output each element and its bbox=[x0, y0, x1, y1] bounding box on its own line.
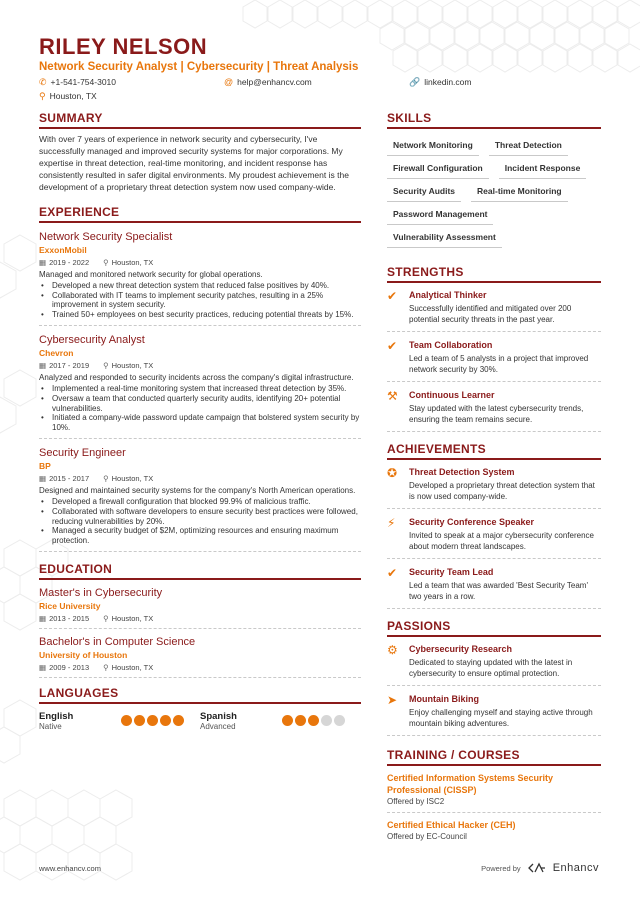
language-name: Spanish bbox=[200, 711, 237, 723]
edu-dates-text: 2009 - 2013 bbox=[49, 663, 90, 673]
training-heading: TRAINING / COURSES bbox=[387, 748, 601, 766]
calendar-icon: ▦ bbox=[39, 663, 47, 673]
course-item bbox=[387, 819, 601, 847]
contact-row bbox=[39, 76, 609, 88]
job-location-text: Houston, TX bbox=[111, 474, 154, 484]
strength-item bbox=[387, 340, 601, 382]
job-bullet: • Collaborated with IT teams to implement security patches, resulting in a 25% improvement in system security. bbox=[39, 291, 361, 310]
edu-location bbox=[103, 614, 153, 623]
skill-tag: Security Audits bbox=[387, 179, 461, 202]
brand-name: Enhancv bbox=[552, 862, 599, 874]
linkedin-item[interactable] bbox=[409, 77, 471, 88]
phone-item bbox=[39, 77, 224, 88]
summary-heading: SUMMARY bbox=[39, 111, 361, 129]
check-icon: ✔ bbox=[387, 289, 398, 303]
course-provider: Offered by ISC2 bbox=[387, 797, 445, 806]
rating-dot-filled bbox=[308, 715, 319, 726]
job-company: Chevron bbox=[39, 348, 74, 359]
strength-item bbox=[387, 390, 601, 432]
job-company: ExxonMobil bbox=[39, 245, 87, 255]
edu-school: Rice University bbox=[39, 601, 101, 612]
course-title: Certified Ethical Hacker (CEH) bbox=[387, 820, 516, 830]
rating-dot-filled bbox=[173, 715, 184, 726]
job-entry bbox=[39, 230, 361, 326]
at-icon: @ bbox=[224, 77, 234, 87]
rating-dot-empty bbox=[321, 715, 332, 726]
achievement-item bbox=[387, 567, 601, 609]
strengths-heading: STRENGTHS bbox=[387, 265, 601, 283]
passion-item bbox=[387, 694, 601, 736]
strength-desc: Stay updated with the latest cybersecurity trends, ensuring the team remains secure. bbox=[409, 404, 584, 424]
email-item[interactable] bbox=[224, 77, 409, 87]
rating-dot-empty bbox=[334, 715, 345, 726]
footer-url[interactable]: www.enhancv.com bbox=[39, 863, 101, 873]
job-meta bbox=[39, 361, 361, 370]
education-heading: EDUCATION bbox=[39, 562, 361, 580]
job-meta bbox=[39, 474, 361, 483]
right-column bbox=[387, 111, 601, 847]
edu-meta bbox=[39, 614, 361, 623]
rating-dot-filled bbox=[160, 715, 171, 726]
page-footer bbox=[39, 862, 599, 874]
skill-tag: Vulnerability Assessment bbox=[387, 225, 502, 248]
resume-header bbox=[39, 34, 609, 102]
education-entry bbox=[39, 586, 361, 629]
achievement-desc: Led a team that was awarded 'Best Security Team' two years in a row. bbox=[409, 581, 588, 601]
job-dates bbox=[39, 258, 89, 267]
rating-dot-filled bbox=[147, 715, 158, 726]
job-dates-text: 2019 - 2022 bbox=[49, 258, 90, 267]
job-location bbox=[103, 474, 153, 483]
paper-plane-icon: ➤ bbox=[387, 693, 398, 707]
languages-heading: LANGUAGES bbox=[39, 686, 361, 704]
skill-tag: Password Management bbox=[387, 202, 493, 225]
job-bullet: • Developed a new threat detection system that reduced false positives by 40%. bbox=[39, 281, 361, 291]
edu-dates bbox=[39, 614, 89, 623]
calendar-icon: ▦ bbox=[39, 614, 47, 624]
job-bullet: • Trained 50+ employees on best security practices, reducing potential threats by 15%. bbox=[39, 310, 361, 320]
job-meta bbox=[39, 258, 361, 267]
job-bullet: • Managed a security budget of $2M, optimizing resources and ensuring maximum protection. bbox=[39, 526, 361, 545]
strength-title: Continuous Learner bbox=[409, 390, 495, 400]
edu-meta bbox=[39, 663, 361, 672]
lightning-icon: ⚡ bbox=[387, 516, 396, 530]
job-description: Designed and maintained security systems for the company's North American operations. bbox=[39, 486, 356, 496]
achievement-desc: Developed a proprietary threat detection system that is now used company-wide. bbox=[409, 481, 595, 501]
strength-title: Analytical Thinker bbox=[409, 290, 487, 300]
map-pin-icon: ⚲ bbox=[103, 614, 109, 624]
phone-text: +1-541-754-3010 bbox=[50, 77, 117, 87]
edu-dates bbox=[39, 663, 89, 672]
language-name: English bbox=[39, 711, 74, 723]
achievements-heading: ACHIEVEMENTS bbox=[387, 442, 601, 460]
skill-tag: Network Monitoring bbox=[387, 133, 479, 156]
job-location bbox=[103, 258, 153, 267]
job-bullet: • Implemented a real-time monitoring system that increased threat detection by 35%. bbox=[39, 384, 361, 394]
strength-title: Team Collaboration bbox=[409, 340, 493, 350]
job-description: Managed and monitored network security for global operations. bbox=[39, 270, 263, 279]
edu-location bbox=[103, 663, 153, 672]
job-bullets bbox=[39, 497, 361, 545]
skills-list bbox=[387, 133, 601, 248]
calendar-icon: ▦ bbox=[39, 258, 47, 267]
job-description: Analyzed and responded to security incidents across the company's digital infrastructure. bbox=[39, 373, 354, 383]
edu-school: University of Houston bbox=[39, 650, 128, 661]
edu-degree: Bachelor's in Computer Science bbox=[39, 636, 196, 649]
rating-dot-filled bbox=[295, 715, 306, 726]
left-column bbox=[39, 111, 361, 731]
edu-location-text: Houston, TX bbox=[111, 663, 154, 673]
passion-title: Mountain Biking bbox=[409, 694, 479, 704]
course-item bbox=[387, 772, 601, 813]
edu-dates-text: 2013 - 2015 bbox=[49, 614, 90, 624]
candidate-title: Network Security Analyst | Cybersecurity | Threat Analysis bbox=[39, 61, 359, 73]
job-bullets bbox=[39, 384, 361, 432]
link-icon: 🔗 bbox=[409, 76, 421, 87]
language-rating bbox=[282, 715, 345, 731]
strength-item bbox=[387, 290, 601, 332]
map-pin-icon: ⚲ bbox=[103, 663, 109, 673]
job-dates bbox=[39, 474, 89, 483]
check-icon: ✔ bbox=[387, 566, 398, 580]
map-pin-icon: ⚲ bbox=[39, 90, 46, 101]
achievement-item bbox=[387, 467, 601, 509]
summary-text: With over 7 years of experience in network security and cybersecurity, I've successfully managed and improved security systems for major corporations. My expertise in threat detection, real-time monitoring, and incident response has consistently resulted in safer digital environments. My proudest achievement is the development of a proprietary threat detection system now used company-wide. bbox=[39, 134, 349, 192]
job-bullet: • Oversaw a team that conducted quarterly security audits, identifying 20+ potential vulnerabilities. bbox=[39, 394, 361, 413]
job-dates-text: 2017 - 2019 bbox=[49, 361, 90, 371]
achievement-desc: Invited to speak at a major cybersecurity conference about modern threat landscapes. bbox=[409, 531, 594, 551]
job-bullet: • Initiated a company-wide password update campaign that bolstered system security by 10%. bbox=[39, 413, 361, 432]
job-role: Cybersecurity Analyst bbox=[39, 334, 145, 347]
rating-dot-filled bbox=[134, 715, 145, 726]
strength-desc: Led a team of 5 analysts in a project that improved network security by 30%. bbox=[409, 354, 589, 374]
passion-desc: Enjoy challenging myself and staying active through mountain biking adventures. bbox=[409, 708, 593, 728]
rating-dot-filled bbox=[121, 715, 132, 726]
course-title: Certified Information Systems Security Professional (CISSP) bbox=[387, 773, 554, 795]
enhancv-logo-icon bbox=[527, 862, 547, 874]
course-provider: Offered by EC-Council bbox=[387, 832, 467, 841]
skill-tag: Real-time Monitoring bbox=[471, 179, 568, 202]
email-text[interactable]: help@enhancv.com bbox=[237, 77, 312, 87]
achievement-item bbox=[387, 517, 601, 559]
languages-list bbox=[39, 711, 361, 731]
job-role: Security Engineer bbox=[39, 447, 126, 460]
language-rating bbox=[121, 715, 184, 731]
phone-icon: ✆ bbox=[39, 76, 47, 87]
tools-icon: ⚒ bbox=[387, 389, 398, 403]
passion-desc: Dedicated to staying updated with the latest in cybersecurity to ensure optimal protection. bbox=[409, 658, 573, 678]
job-location-text: Houston, TX bbox=[111, 258, 154, 267]
footer-brand bbox=[481, 862, 599, 874]
achievement-title: Security Conference Speaker bbox=[409, 517, 535, 527]
medal-icon: ✪ bbox=[387, 466, 398, 480]
skill-tag: Incident Response bbox=[499, 156, 587, 179]
skill-tag: Threat Detection bbox=[489, 133, 568, 156]
edu-degree: Master's in Cybersecurity bbox=[39, 587, 163, 600]
location-row bbox=[39, 90, 609, 102]
map-pin-icon: ⚲ bbox=[103, 361, 109, 371]
job-bullet: • Collaborated with software developers to ensure security best practices were followed, reducing vulnerabilities by 20%. bbox=[39, 507, 361, 526]
job-location-text: Houston, TX bbox=[111, 361, 154, 371]
map-pin-icon: ⚲ bbox=[103, 474, 109, 484]
achievement-title: Threat Detection System bbox=[409, 467, 515, 477]
powered-by-text: Powered by bbox=[481, 863, 521, 873]
skill-tag: Firewall Configuration bbox=[387, 156, 489, 179]
job-bullets bbox=[39, 281, 361, 319]
language-level: Advanced bbox=[200, 722, 236, 732]
passion-title: Cybersecurity Research bbox=[409, 644, 513, 654]
job-entry bbox=[39, 446, 361, 552]
linkedin-text[interactable]: linkedin.com bbox=[424, 77, 472, 87]
language-item bbox=[200, 711, 361, 731]
calendar-icon: ▦ bbox=[39, 474, 47, 484]
job-bullet: • Developed a firewall configuration that blocked 99.9% of malicious traffic. bbox=[39, 497, 361, 507]
language-level: Native bbox=[39, 722, 62, 732]
candidate-name: RILEY NELSON bbox=[39, 34, 208, 59]
education-entry bbox=[39, 635, 361, 678]
job-location bbox=[103, 361, 153, 370]
skills-heading: SKILLS bbox=[387, 111, 601, 129]
job-entry bbox=[39, 333, 361, 439]
language-item bbox=[39, 711, 200, 731]
edu-location-text: Houston, TX bbox=[111, 614, 154, 624]
experience-heading: EXPERIENCE bbox=[39, 205, 361, 223]
passions-heading: PASSIONS bbox=[387, 619, 601, 637]
job-company: BP bbox=[39, 461, 51, 472]
calendar-icon: ▦ bbox=[39, 361, 47, 371]
location-item bbox=[39, 91, 97, 102]
passion-item bbox=[387, 644, 601, 686]
rating-dot-filled bbox=[282, 715, 293, 726]
job-dates-text: 2015 - 2017 bbox=[49, 474, 90, 484]
location-text: Houston, TX bbox=[49, 91, 97, 101]
job-role: Network Security Specialist bbox=[39, 231, 173, 243]
gears-icon: ⚙ bbox=[387, 643, 398, 657]
strength-desc: Successfully identified and mitigated over 200 potential security threats in the past year. bbox=[409, 304, 572, 324]
map-pin-icon: ⚲ bbox=[103, 258, 109, 267]
job-dates bbox=[39, 361, 89, 370]
check-icon: ✔ bbox=[387, 339, 398, 353]
achievement-title: Security Team Lead bbox=[409, 567, 494, 577]
